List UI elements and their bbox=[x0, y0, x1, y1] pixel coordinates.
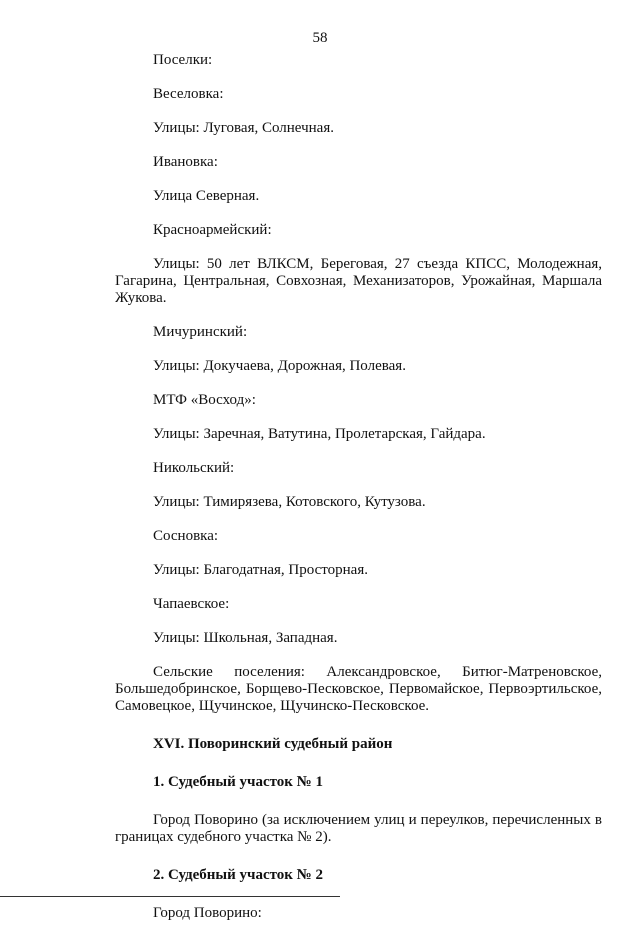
paragraph-nikolsky-streets: Улицы: Тимирязева, Котовского, Кутузова. bbox=[153, 494, 426, 510]
paragraph-court-section-2-text: Город Поворино: bbox=[153, 905, 262, 921]
paragraph-krasnoarmeysky: Красноармейский: bbox=[153, 222, 272, 238]
page-number: 58 bbox=[312, 30, 328, 46]
paragraph-michurinsky-streets: Улицы: Докучаева, Дорожная, Полевая. bbox=[153, 358, 406, 374]
paragraph-ivanovka: Ивановка: bbox=[153, 154, 218, 170]
paragraph-ivanovka-streets: Улица Северная. bbox=[153, 188, 260, 204]
bottom-divider bbox=[0, 896, 340, 897]
paragraph-chapaevskoe-streets: Улицы: Школьная, Западная. bbox=[153, 630, 338, 646]
paragraph-mtf-voskhod-streets: Улицы: Заречная, Ватутина, Пролетарская, Гайдара. bbox=[153, 426, 486, 442]
paragraph-sosnovka: Сосновка: bbox=[153, 528, 219, 544]
subsection-heading-court-section-2: 2. Судебный участок № 2 bbox=[153, 867, 324, 883]
section-heading-povorinsky-district: XVI. Поворинский судебный район bbox=[153, 736, 393, 752]
subsection-heading-court-section-1: 1. Судебный участок № 1 bbox=[153, 774, 324, 790]
paragraph-settlements-heading: Поселки: bbox=[153, 52, 213, 68]
paragraph-nikolsky: Никольский: bbox=[153, 460, 235, 476]
paragraph-chapaevskoe: Чапаевское: bbox=[153, 596, 230, 612]
paragraph-veselovka-streets: Улицы: Луговая, Солнечная. bbox=[153, 120, 334, 136]
document-body bbox=[115, 52, 602, 939]
paragraph-mtf-voskhod: МТФ «Восход»: bbox=[153, 392, 256, 408]
paragraph-krasnoarmeysky-streets: Улицы: 50 лет ВЛКСМ, Береговая, 27 съезда КПСС, Молодежная, Гагарина, Центральная, Совхозная, Механизаторов, Урожайная, Маршала Жукова. bbox=[115, 256, 602, 306]
paragraph-court-section-1-text: Город Поворино (за исключением улиц и переулков, перечисленных в границах судебного участка № 2). bbox=[115, 812, 602, 845]
paragraph-michurinsky: Мичуринский: bbox=[153, 324, 248, 340]
paragraph-rural-settlements: Сельские поселения: Александровское, Битюг-Матреновское, Большедобринское, Борщево-Песковское, Первомайское, Первоэртильское, Самовецкое, Щучинское, Щучинско-Песковское. bbox=[115, 664, 602, 714]
paragraph-sosnovka-streets: Улицы: Благодатная, Просторная. bbox=[153, 562, 368, 578]
paragraph-veselovka: Веселовка: bbox=[153, 86, 224, 102]
